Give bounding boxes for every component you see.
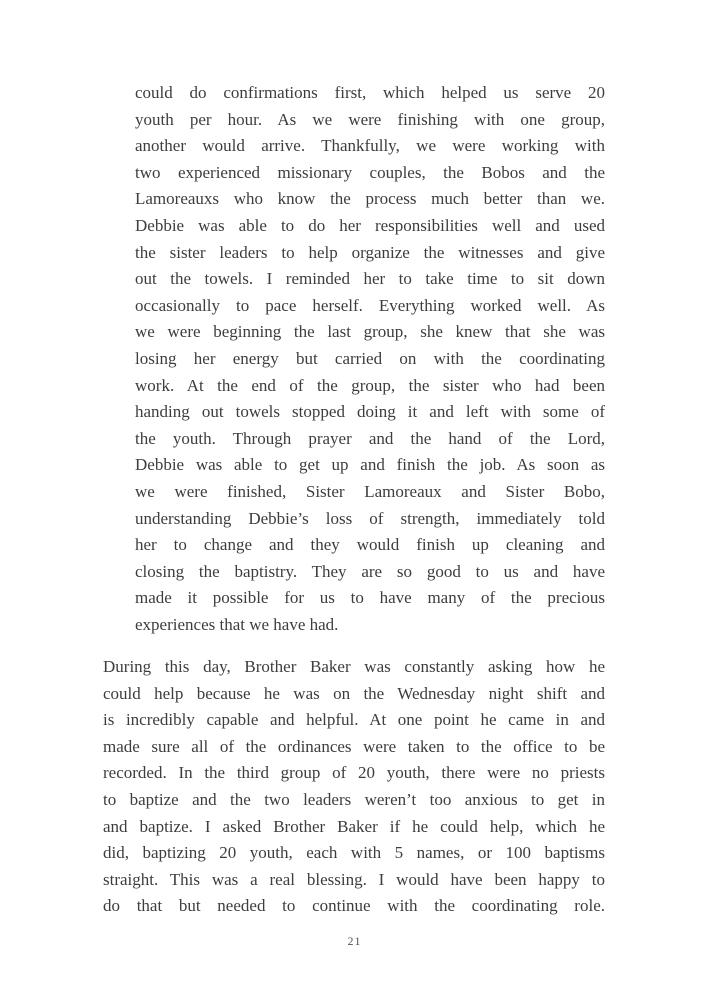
page-number: 21 [347, 934, 362, 948]
text-line: could do confirmations first, which helped us serve 20 [135, 83, 605, 102]
body-paragraph [103, 654, 605, 920]
text-line: work. At the end of the group, the sister who had been [135, 375, 605, 395]
text-line: Debbie was able to do her responsibilities well and used [135, 215, 605, 235]
text-line: During this day, Brother Baker was constantly asking how he [103, 657, 605, 676]
text-line: experiences that we have had. [135, 614, 339, 634]
text-line: and baptize. I asked Brother Baker if he could help, which he [103, 816, 605, 836]
text-line: out the towels. I reminded her to take time to sit down [135, 269, 605, 289]
text-line: Debbie was able to get up and finish the job. As soon as [135, 455, 605, 475]
text-line: understanding Debbie’s loss of strength, immediately told [135, 508, 605, 528]
text-line: could help because he was on the Wednesday night shift and [103, 683, 605, 703]
indented-paragraph [135, 80, 605, 638]
text-line: we were beginning the last group, she knew that she was [135, 322, 605, 342]
text-line: youth per hour. As we were finishing with one group, [135, 109, 605, 129]
text-line: recorded. In the third group of 20 youth, there were no priests [103, 763, 605, 783]
text-line: two experienced missionary couples, the Bobos and the [135, 162, 605, 182]
text-line: closing the baptistry. They are so good to us and have [135, 561, 605, 581]
text-line: straight. This was a real blessing. I would have been happy to [103, 869, 605, 889]
text-line: is incredibly capable and helpful. At one point he came in and [103, 710, 605, 730]
text-line: the youth. Through prayer and the hand of the Lord, [135, 428, 605, 448]
text-line: made sure all of the ordinances were taken to the office to be [103, 736, 605, 756]
text-line: did, baptizing 20 youth, each with 5 names, or 100 baptisms [103, 843, 605, 863]
text-line: occasionally to pace herself. Everything worked well. As [135, 295, 605, 315]
text-line: we were finished, Sister Lamoreaux and Sister Bobo, [135, 481, 605, 501]
text-line: to baptize and the two leaders weren’t too anxious to get in [103, 789, 605, 809]
text-line: made it possible for us to have many of the precious [135, 588, 605, 608]
text-line: Lamoreauxs who know the process much better than we. [135, 189, 605, 209]
text-line: another would arrive. Thankfully, we were working with [135, 136, 605, 156]
text-line: do that but needed to continue with the coordinating role. [103, 896, 605, 916]
page-footer [0, 932, 709, 950]
text-line: losing her energy but carried on with the coordinating [135, 348, 605, 368]
text-line: her to change and they would finish up cleaning and [135, 535, 605, 555]
text-line: handing out towels stopped doing it and left with some of [135, 402, 605, 422]
text-line: the sister leaders to help organize the witnesses and give [135, 242, 605, 262]
